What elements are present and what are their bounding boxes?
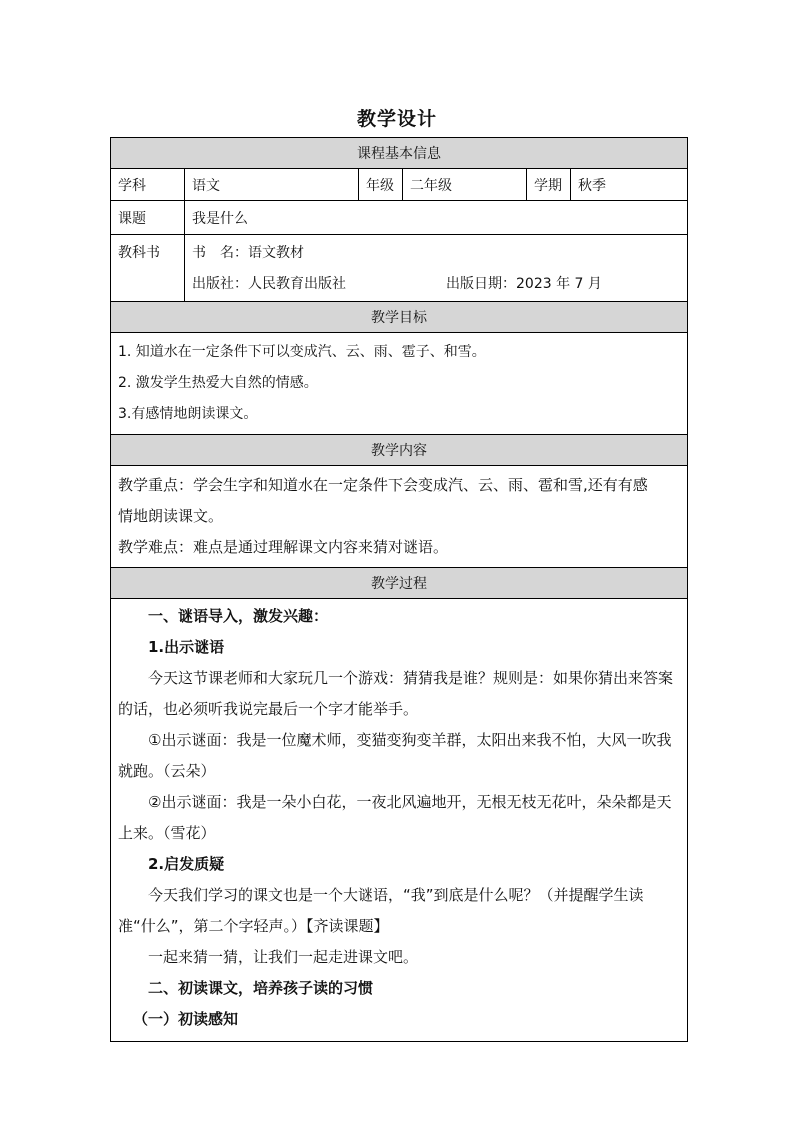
term-value: 秋季 bbox=[571, 169, 688, 201]
objectives-block bbox=[111, 333, 688, 435]
process-heading-1: 一、谜语导入，激发兴趣： bbox=[148, 607, 329, 625]
grade-label: 年级 bbox=[359, 169, 403, 201]
process-subheading-1: 1.出示谜语 bbox=[148, 638, 225, 656]
content-block bbox=[111, 466, 688, 568]
section-basic-info: 课程基本信息 bbox=[111, 138, 688, 169]
key-points-line1: 教学重点：学会生字和知道水在一定条件下会变成汽、云、雨、雹和雪,还有有感 bbox=[118, 476, 648, 494]
topic-value: 我是什么 bbox=[185, 201, 688, 235]
process-paragraph: 今天这节课老师和大家玩几一个游戏：猜猜我是谁？规则是：如果你猜出来答案的话，也必须听我说完最后一个字才能举手。 bbox=[118, 669, 674, 718]
process-paragraph: 今天我们学习的课文也是一个大谜语，“我”到底是什么呢？（并提醒学生读准“什么”，第二个字轻声。）【齐读课题】 bbox=[118, 886, 644, 935]
process-subheading-2: 2.启发质疑 bbox=[148, 855, 225, 873]
subject-label: 学科 bbox=[111, 169, 185, 201]
publish-date: 出版日期：2023 年 7 月 bbox=[446, 276, 602, 292]
publisher: 出版社：人民教育出版社 bbox=[192, 276, 346, 292]
process-block bbox=[111, 599, 688, 1042]
process-paragraph: ②出示谜面：我是一朵小白花，一夜北风遍地开，无根无枝无花叶，朵朵都是天上来。（雪花） bbox=[118, 793, 672, 842]
term-label: 学期 bbox=[527, 169, 571, 201]
objective-item: 2. 激发学生热爱大自然的情感。 bbox=[118, 375, 318, 391]
process-paragraph: 一起来猜一猜，让我们一起走进课文吧。 bbox=[148, 948, 419, 966]
process-subheading-3: （一）初读感知 bbox=[133, 1010, 239, 1028]
process-heading-2: 二、初读课文，培养孩子读的习惯 bbox=[148, 979, 374, 997]
process-paragraph: ①出示谜面：我是一位魔术师，变猫变狗变羊群，太阳出来我不怕，大风一吹我就跑。（云朵） bbox=[118, 731, 672, 780]
publisher-row bbox=[192, 269, 680, 300]
book-name: 书 名：语文教材 bbox=[192, 245, 304, 261]
document-title: 教学设计 bbox=[356, 108, 437, 130]
objective-item: 1. 知道水在一定条件下可以变成汽、云、雨、雹子、和雪。 bbox=[118, 344, 486, 360]
section-content: 教学内容 bbox=[111, 435, 688, 466]
lesson-plan-table bbox=[110, 137, 688, 1042]
textbook-label: 教科书 bbox=[111, 235, 185, 302]
difficulty: 教学难点：难点是通过理解课文内容来猜对谜语。 bbox=[118, 538, 449, 556]
grade-value: 二年级 bbox=[403, 169, 527, 201]
objective-item: 3.有感情地朗读课文。 bbox=[118, 406, 258, 422]
textbook-info bbox=[185, 235, 688, 302]
section-process: 教学过程 bbox=[111, 568, 688, 599]
topic-label: 课题 bbox=[111, 201, 185, 235]
section-objectives: 教学目标 bbox=[111, 302, 688, 333]
subject-value: 语文 bbox=[185, 169, 359, 201]
key-points-line2: 情地朗读课文。 bbox=[118, 507, 224, 525]
